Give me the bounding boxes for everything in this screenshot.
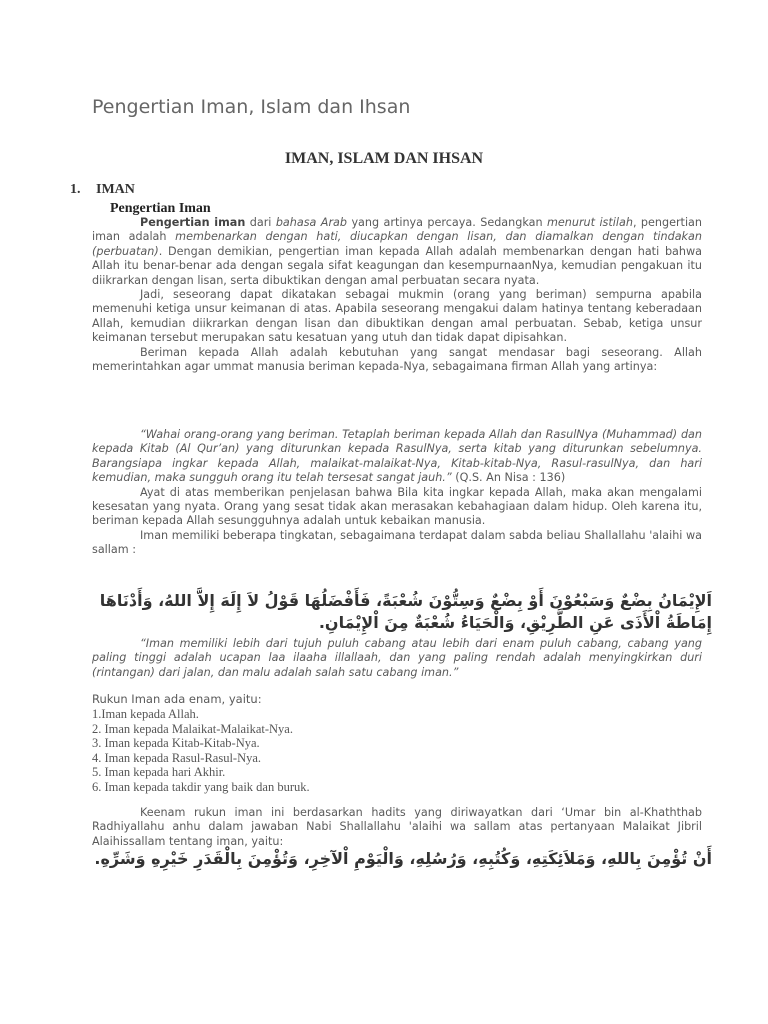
main-heading: IMAN, ISLAM DAN IHSAN: [284, 150, 484, 167]
italic-text: bahasa Arab: [275, 216, 348, 229]
italic-text: membenarkan dengan hati, diucapkan dengan lisan, dan diamalkan dengan tindakan (perbuatan): [92, 230, 702, 258]
rukun-intro: Rukun Iman ada enam, yaitu:: [92, 692, 262, 706]
paragraph: Keenam rukun iman ini berdasarkan hadits yang diriwayatkan dari ‘Umar bin al-Khaththab Radhiyallahu anhu dalam jawaban Nabi Shallallahu 'alaihi wa sallam atas pertanyaan Malaikat Jibril Alaihissallam tentang iman, yaitu:: [92, 806, 702, 848]
text: . Dengan demikian, pengertian iman kepada Allah adalah membenarkan dengan hati bahwa Allah itu benar-benar ada dengan segala sifat keagungan dan kesempurnaanNya, kemudian pengakuan itu diikrarkan dengan lisan, serta dibuktikan dengan amal perbuatan secara nyata.: [92, 244, 702, 287]
document-title: Pengertian Iman, Islam dan Ihsan: [92, 96, 411, 118]
bold-term: Pengertian iman: [140, 216, 246, 229]
subheading: Pengertian Iman: [110, 201, 211, 216]
list-item: 6. Iman kepada takdir yang baik dan buruk.: [92, 779, 310, 794]
hadith-translation-block: [92, 637, 702, 680]
intro-paragraphs: [92, 216, 702, 374]
list-item: 3. Iman kepada Kitab-Kitab-Nya.: [92, 736, 260, 750]
quote-text: “Iman memiliki lebih dari tujuh puluh cabang atau lebih dari enam puluh cabang, cabang yang paling tinggi adalah ucapan laa ilaaha illallaah, dan yang paling rendah adalah menyingkirkan duri (rintangan) dari jalan, dan malu adalah salah satu cabang iman.”: [92, 637, 702, 679]
section-heading: [70, 182, 135, 198]
paragraph: Ayat di atas memberikan penjelasan bahwa Bila kita ingkar kepada Allah, maka akan mengalami kesesatan yang nyata. Orang yang sesat tidak akan merasakan kebahagiaan dalam hidup. Oleh karena itu, beriman kepada Allah sesungguhnya adalah untuk kebaikan manusia.: [92, 485, 702, 528]
rukun-list: [92, 707, 310, 794]
paragraph-definition: [92, 216, 702, 288]
paragraph: Beriman kepada Allah adalah kebutuhan yang sangat mendasar bagi seseorang. Allah memerintahkan agar ummat manusia beriman kepada-Nya, sebagaimana firman Allah yang artinya:: [92, 345, 702, 374]
text: yang artinya percaya. Sedangkan: [347, 216, 547, 229]
hadith-arabic-2: أَنْ تُؤْمِنَ بِاللهِ، وَمَلاَئِكَتِهِ، وَكُتُبِهِ، وَرُسُلِهِ، وَالْيَوْمِ اْلآخِرِ، وَتُؤْمِنَ بِالْقَدَرِ خَيْرِهِ وَشَرِّهِ.: [94, 849, 712, 868]
list-item: 2. Iman kepada Malaikat-Malaikat-Nya.: [92, 721, 293, 736]
section-label: IMAN: [96, 182, 135, 197]
list-item: 1.Iman kepada Allah.: [92, 707, 199, 721]
list-item: 4. Iman kepada Rasul-Rasul-Nya.: [92, 750, 262, 765]
quran-quote: [92, 428, 702, 486]
text: dari: [245, 216, 276, 229]
paragraph: Iman memiliki beberapa tingkatan, sebagaimana terdapat dalam sabda beliau Shallallahu 'alaihi wa sallam :: [92, 528, 702, 557]
paragraph: Jadi, seseorang dapat dikatakan sebagai mukmin (orang yang beriman) sempurna apabila memenuhi ketiga unsur keimanan di atas. Apabila seseorang mengakui dalam hatinya tentang keberadaan Allah, kemudian diikrarkan dengan lisan dan dibuktikan dengan amal perbuatan. Sebab, ketiga unsur keimanan tersebut merupakan satu kesatuan yang utuh dan tidak dapat dipisahkan.: [92, 288, 702, 345]
italic-text: menurut istilah: [547, 216, 633, 229]
section-number: 1.: [70, 182, 81, 197]
hadith-translation: [92, 637, 702, 680]
hadith-arabic-1: اَلإِيْمَانُ بِضْعٌ وَسَبْعُوْنَ أَوْ بِضْعٌ وَسِتُّوْنَ شُعْبَةً، فَأَفْضَلُهَا قَوْلُ لاَ إِلَهَ إِلاَّ اللهُ، وَأَدْنَاهَا إِمَاطَةُ اْلأَذَى عَنِ الطَّرِيْقِ، وَالْحَيَاءُ شُعْبَةٌ مِنَ اْلإِيْمَانِ.: [99, 591, 712, 632]
quote-reference: (Q.S. An Nisa : 136): [451, 471, 566, 485]
closing-block: [92, 806, 702, 849]
quote-text: “Wahai orang-orang yang beriman. Tetaplah beriman kepada Allah dan RasulNya (Muhammad) dan kepada Kitab (Al Qur’an) yang diturunkan kepada RasulNya, serta kitab yang diturunkan sebelumnya. Barangsiapa ingkar kepada Allah, malaikat-malaikat-Nya, Kitab-kitab-Nya, Rasul-rasulNya, dan hari kemudian, maka sungguh orang itu telah tersesat sangat jauh.”: [92, 428, 702, 485]
list-item: 5. Iman kepada hari Akhir.: [92, 765, 226, 779]
text: , pengertian iman adalah: [92, 216, 703, 244]
quran-quote-block: [92, 428, 702, 558]
